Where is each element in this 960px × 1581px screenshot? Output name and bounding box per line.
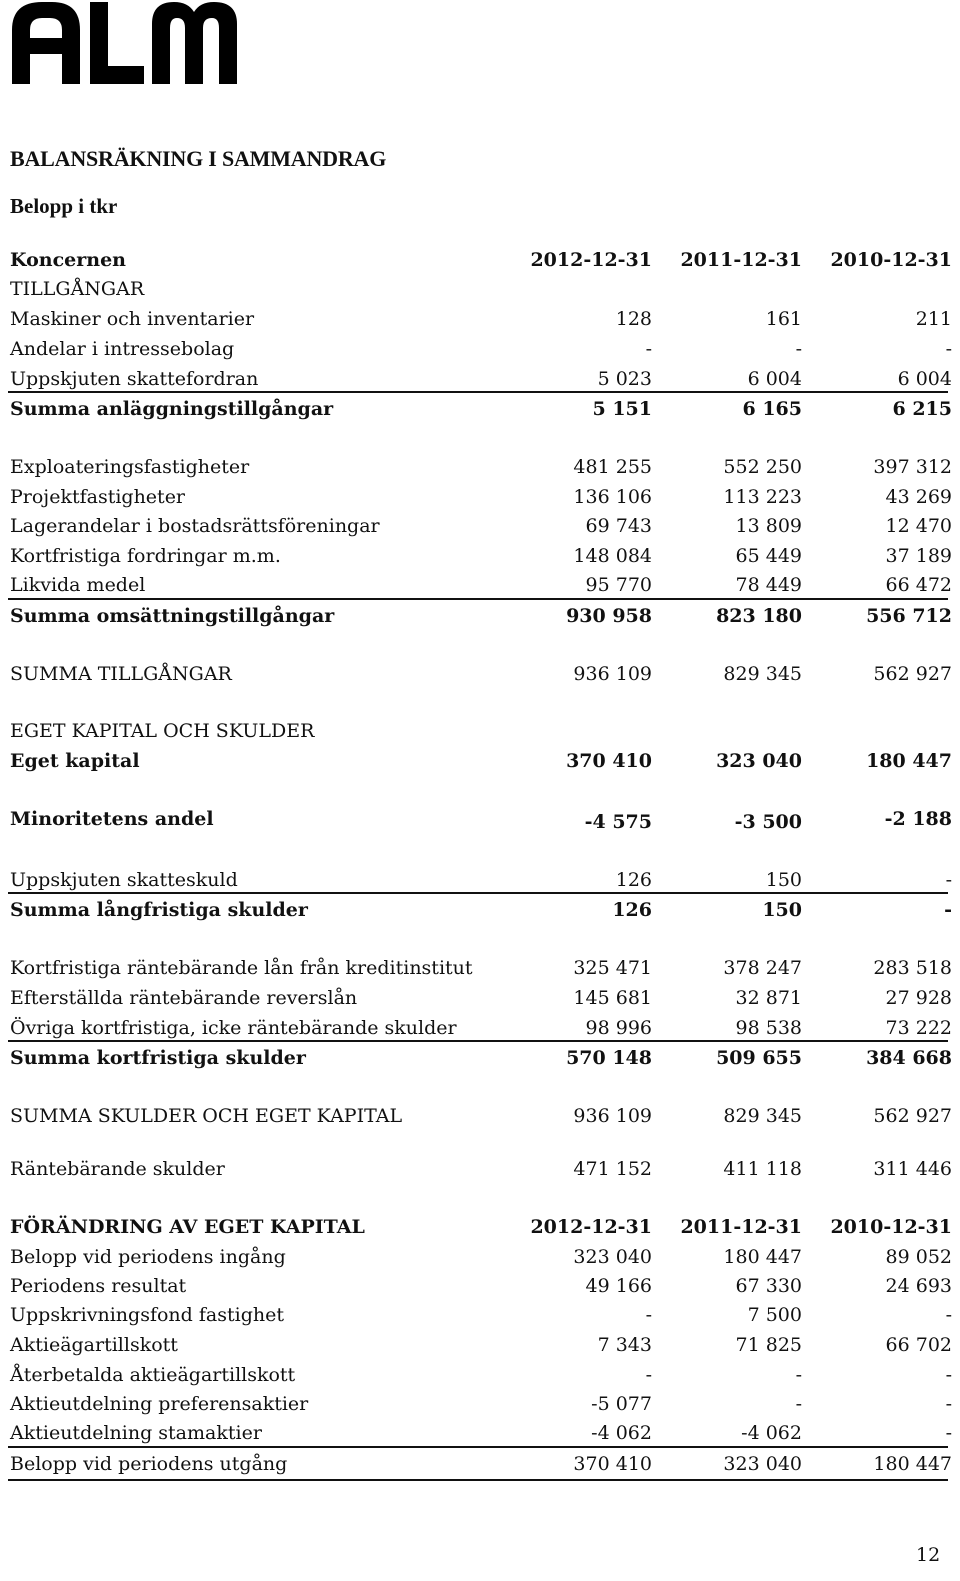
table-row: Kortfristiga fordringar m.m. 148 084 65 449 37 189 — [10, 545, 952, 567]
table-row: Minoritetens andel -4 575 -3 500 -2 188 — [10, 808, 952, 833]
row-divider — [8, 892, 948, 894]
alm-logo — [12, 2, 237, 84]
table-row: Andelar i intressebolag - - - — [10, 338, 952, 360]
table-row: Uppskjuten skatteskuld 126 150 - — [10, 869, 952, 891]
table-row: Uppskjuten skattefordran 5 023 6 004 6 004 — [10, 368, 952, 390]
row-divider — [8, 598, 948, 600]
table-row: Summa långfristiga skulder 126 150 - — [10, 899, 952, 921]
row-divider — [8, 1040, 948, 1042]
table-row: FÖRÄNDRING AV EGET KAPITAL 2012-12-31 2011-12-31 2010-12-31 — [10, 1216, 952, 1238]
unit-label: Belopp i tkr — [10, 194, 118, 218]
table-row: Periodens resultat 49 166 67 330 24 693 — [10, 1275, 952, 1297]
table-row: SUMMA TILLGÅNGAR 936 109 829 345 562 927 — [10, 663, 952, 685]
table-row: Belopp vid periodens utgång 370 410 323 040 180 447 — [10, 1453, 952, 1475]
page-title: BALANSRÄKNING I SAMMANDRAG — [10, 146, 387, 171]
table-row: Övriga kortfristiga, icke räntebärande skulder 98 996 98 538 73 222 — [10, 1017, 952, 1039]
table-row: Lagerandelar i bostadsrättsföreningar 69 743 13 809 12 470 — [10, 515, 952, 537]
table-row: Likvida medel 95 770 78 449 66 472 — [10, 574, 952, 596]
table-row: EGET KAPITAL OCH SKULDER — [10, 720, 315, 742]
table-row: Aktieägartillskott 7 343 71 825 66 702 — [10, 1334, 952, 1356]
table-row: Summa anläggningstillgångar 5 151 6 165 6 215 — [10, 398, 952, 420]
row-divider — [8, 391, 948, 393]
table-row: Exploateringsfastigheter 481 255 552 250 397 312 — [10, 456, 952, 478]
row-divider — [8, 1446, 948, 1448]
table-row: Räntebärande skulder 471 152 411 118 311 446 — [10, 1158, 952, 1180]
table-row: Maskiner och inventarier 128 161 211 — [10, 308, 952, 330]
table-row: Summa omsättningstillgångar 930 958 823 180 556 712 — [10, 605, 952, 627]
table-row: Summa kortfristiga skulder 570 148 509 655 384 668 — [10, 1047, 952, 1069]
table-row: Återbetalda aktieägartillskott - - - — [10, 1364, 952, 1386]
table-row: Efterställda räntebärande reverslån 145 681 32 871 27 928 — [10, 987, 952, 1009]
page-number: 12 — [916, 1544, 941, 1566]
table-row: Uppskrivningsfond fastighet - 7 500 - — [10, 1304, 952, 1326]
table-row: Aktieutdelning preferensaktier -5 077 - - — [10, 1393, 952, 1415]
table-row: Projektfastigheter 136 106 113 223 43 269 — [10, 486, 952, 508]
table-row: SUMMA SKULDER OCH EGET KAPITAL 936 109 829 345 562 927 — [10, 1105, 952, 1127]
row-divider — [8, 1479, 948, 1481]
table-row: TILLGÅNGAR — [10, 278, 145, 300]
table-row: Koncernen 2012-12-31 2011-12-31 2010-12-31 — [10, 249, 952, 271]
table-row: Eget kapital 370 410 323 040 180 447 — [10, 750, 952, 772]
table-row: Aktieutdelning stamaktier -4 062 -4 062 - — [10, 1422, 952, 1444]
table-row: Kortfristiga räntebärande lån från kreditinstitut 325 471 378 247 283 518 — [10, 957, 952, 979]
table-row: Belopp vid periodens ingång 323 040 180 447 89 052 — [10, 1246, 952, 1268]
